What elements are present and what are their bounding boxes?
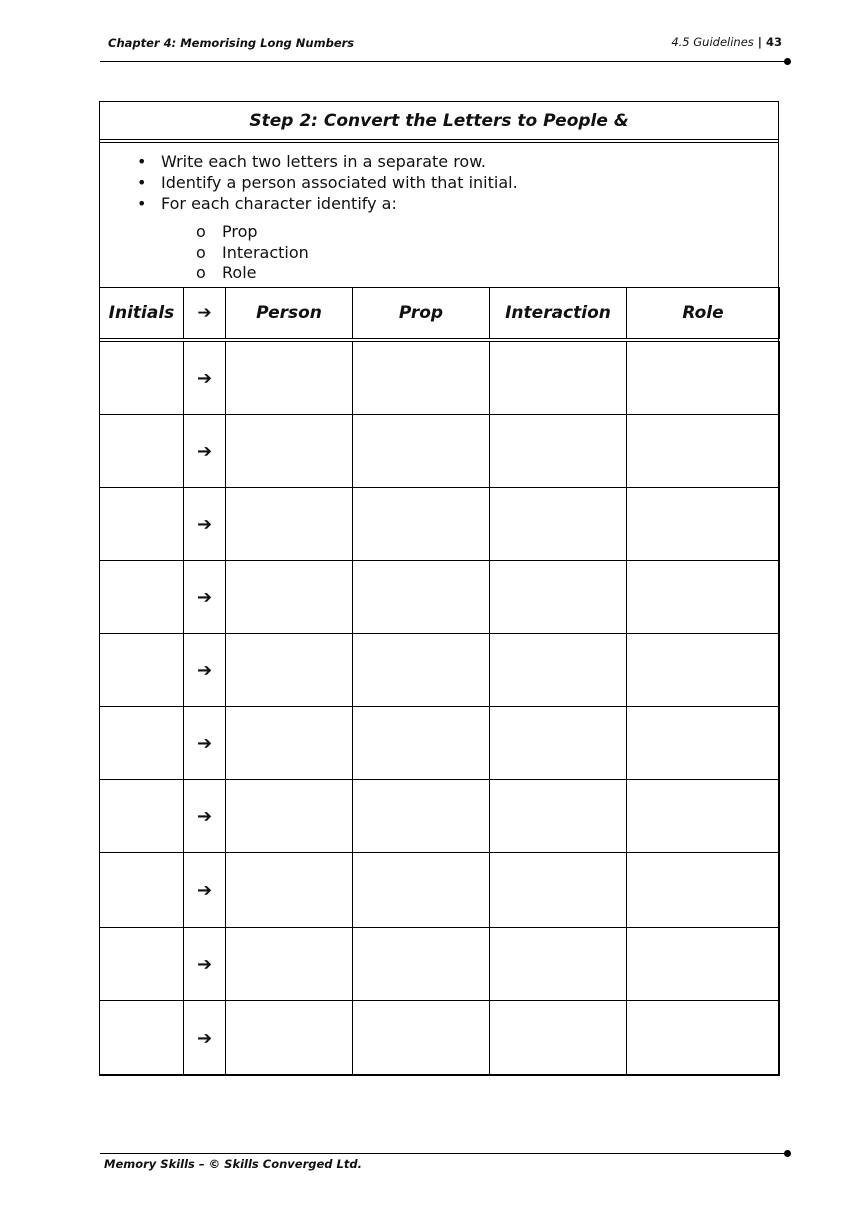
table-row [100, 488, 780, 561]
arrow-right-icon: ➔ [184, 561, 226, 634]
footer-text: Memory Skills – © Skills Converged Ltd. [104, 1157, 362, 1171]
person-cell[interactable] [226, 342, 353, 415]
person-cell[interactable] [226, 415, 353, 488]
interaction-cell[interactable] [490, 707, 627, 780]
interaction-cell[interactable] [490, 1001, 627, 1076]
instruction-list [100, 151, 778, 284]
person-cell[interactable] [226, 780, 353, 853]
table-row [100, 707, 780, 780]
initials-cell[interactable] [100, 415, 184, 488]
initials-cell[interactable] [100, 928, 184, 1001]
worksheet-table [99, 287, 780, 1076]
column-header-interaction: Interaction [490, 288, 627, 339]
column-header-role: Role [627, 288, 780, 339]
section-title: 4.5 Guidelines [671, 35, 754, 49]
initials-cell[interactable] [100, 634, 184, 707]
interaction-cell[interactable] [490, 415, 627, 488]
column-header-person: Person [226, 288, 353, 339]
interaction-cell[interactable] [490, 928, 627, 1001]
role-cell[interactable] [627, 780, 780, 853]
arrow-right-icon: ➔ [184, 928, 226, 1001]
role-cell[interactable] [627, 707, 780, 780]
arrow-right-icon: ➔ [184, 342, 226, 415]
instructions-box [100, 143, 778, 288]
table-row [100, 780, 780, 853]
sub-list [161, 222, 778, 284]
prop-cell[interactable] [353, 561, 490, 634]
sub-list-item [196, 222, 778, 243]
sub-item-text: Role [222, 263, 257, 282]
role-cell[interactable] [627, 561, 780, 634]
initials-cell[interactable] [100, 488, 184, 561]
interaction-cell[interactable] [490, 634, 627, 707]
arrow-right-icon: ➔ [184, 1001, 226, 1076]
role-cell[interactable] [627, 415, 780, 488]
sub-item-text: Prop [222, 222, 258, 241]
role-cell[interactable] [627, 488, 780, 561]
list-item [137, 193, 778, 284]
table-row [100, 342, 780, 415]
footer-rule-dot [784, 1150, 791, 1157]
person-cell[interactable] [226, 928, 353, 1001]
arrow-right-icon: ➔ [184, 415, 226, 488]
table-header-row [100, 288, 780, 339]
interaction-cell[interactable] [490, 488, 627, 561]
role-cell[interactable] [627, 853, 780, 928]
person-cell[interactable] [226, 488, 353, 561]
circle-bullet-icon: o [196, 242, 206, 262]
role-cell[interactable] [627, 634, 780, 707]
table-row [100, 928, 780, 1001]
bullet-icon: • [137, 152, 147, 171]
step-title: Step 2: Convert the Letters to People & [100, 102, 778, 140]
instruction-text: Identify a person associated with that initial. [161, 173, 518, 192]
table-body [100, 339, 780, 1076]
list-item [137, 172, 778, 193]
person-cell[interactable] [226, 853, 353, 928]
prop-cell[interactable] [353, 634, 490, 707]
table-row [100, 415, 780, 488]
bullet-icon: • [137, 173, 147, 192]
table-row [100, 634, 780, 707]
list-item [137, 151, 778, 172]
initials-cell[interactable] [100, 707, 184, 780]
interaction-cell[interactable] [490, 561, 627, 634]
arrow-right-icon: ➔ [184, 780, 226, 853]
instruction-text: Write each two letters in a separate row. [161, 152, 486, 171]
initials-cell[interactable] [100, 561, 184, 634]
arrow-right-icon: ➔ [184, 634, 226, 707]
prop-cell[interactable] [353, 342, 490, 415]
interaction-cell[interactable] [490, 853, 627, 928]
header-separator: | [757, 35, 762, 49]
initials-cell[interactable] [100, 853, 184, 928]
instruction-text: For each character identify a: [161, 194, 397, 213]
worksheet [99, 101, 779, 1075]
bullet-icon: • [137, 194, 147, 213]
role-cell[interactable] [627, 342, 780, 415]
arrow-right-icon: ➔ [184, 707, 226, 780]
prop-cell[interactable] [353, 707, 490, 780]
sub-list-item [196, 242, 778, 264]
person-cell[interactable] [226, 707, 353, 780]
arrow-right-icon: ➔ [184, 853, 226, 928]
column-header-prop: Prop [353, 288, 490, 339]
person-cell[interactable] [226, 561, 353, 634]
table-row [100, 1001, 780, 1076]
table-row [100, 853, 780, 928]
prop-cell[interactable] [353, 415, 490, 488]
interaction-cell[interactable] [490, 342, 627, 415]
prop-cell[interactable] [353, 853, 490, 928]
sub-item-text: Interaction [222, 242, 309, 262]
role-cell[interactable] [627, 1001, 780, 1076]
header-rule-dot [784, 58, 791, 65]
table-row [100, 561, 780, 634]
section-label [671, 35, 782, 49]
prop-cell[interactable] [353, 780, 490, 853]
initials-cell[interactable] [100, 780, 184, 853]
sub-list-item [196, 263, 778, 284]
chapter-title: Chapter 4: Memorising Long Numbers [108, 36, 355, 50]
prop-cell[interactable] [353, 1001, 490, 1076]
person-cell[interactable] [226, 1001, 353, 1076]
header-rule [100, 61, 786, 62]
prop-cell[interactable] [353, 488, 490, 561]
page-number: 43 [765, 35, 782, 49]
prop-cell[interactable] [353, 928, 490, 1001]
initials-cell[interactable] [100, 1001, 184, 1076]
circle-bullet-icon: o [196, 222, 206, 241]
column-header-initials: Initials [100, 288, 184, 339]
footer-rule [100, 1153, 786, 1154]
interaction-cell[interactable] [490, 780, 627, 853]
arrow-right-icon: ➔ [184, 488, 226, 561]
person-cell[interactable] [226, 634, 353, 707]
circle-bullet-icon: o [196, 263, 206, 282]
role-cell[interactable] [627, 928, 780, 1001]
initials-cell[interactable] [100, 342, 184, 415]
arrow-right-icon: ➔ [184, 288, 226, 339]
